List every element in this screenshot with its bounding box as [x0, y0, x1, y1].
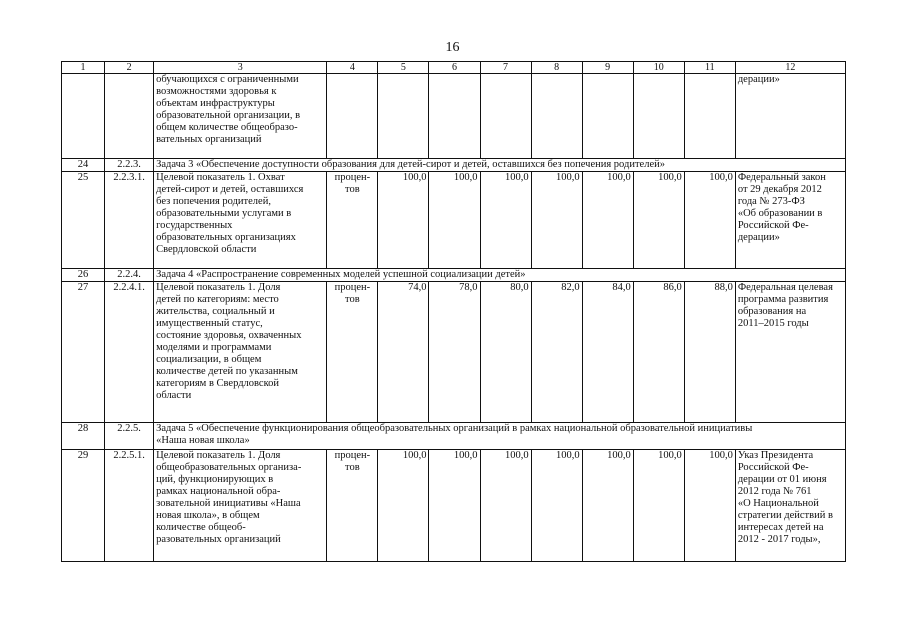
value-cell: 100,0 [429, 172, 480, 269]
value-cell [684, 74, 735, 159]
table-row [62, 282, 846, 423]
indicator-text: Целевой показатель 1. Доля общеобразовательных организа- ций, функционирующих в рамках национальной обра- зовательной инициативы «Наша новая школа», в общем количестве общеоб- разовательных организаций [154, 450, 327, 562]
unit-cell: процен- тов [327, 172, 378, 269]
row-code: 2.2.3.1. [105, 172, 154, 269]
row-code: 2.2.4. [105, 269, 154, 282]
row-code: 2.2.4.1. [105, 282, 154, 423]
value-cell [531, 74, 582, 159]
table-row [62, 450, 846, 562]
table-row [62, 74, 846, 159]
row-code: 2.2.5. [105, 423, 154, 450]
row-code: 2.2.5.1. [105, 450, 154, 562]
value-cell: 100,0 [531, 172, 582, 269]
value-cell [582, 74, 633, 159]
column-header: 11 [684, 62, 735, 74]
basis-cell: дерации» [735, 74, 845, 159]
task-row [62, 269, 846, 282]
value-cell: 80,0 [480, 282, 531, 423]
column-header: 12 [735, 62, 845, 74]
value-cell: 88,0 [684, 282, 735, 423]
column-header: 9 [582, 62, 633, 74]
column-number-header [62, 62, 846, 74]
task-text: Задача 3 «Обеспечение доступности образования для детей-сирот и детей, оставшихся без попечения родителей» [154, 159, 846, 172]
table-row [62, 172, 846, 269]
value-cell: 100,0 [429, 450, 480, 562]
column-header: 2 [105, 62, 154, 74]
value-cell: 100,0 [582, 172, 633, 269]
value-cell: 100,0 [684, 450, 735, 562]
value-cell [429, 74, 480, 159]
unit-cell: процен- тов [327, 282, 378, 423]
task-text: Задача 5 «Обеспечение функционирования общеобразовательных организаций в рамках национальной образовательной инициативы «Наша новая школа» [154, 423, 846, 450]
row-number: 28 [62, 423, 105, 450]
basis-cell: Указ Президента Российской Фе- дерации от 01 июня 2012 года № 761 «О Национальной стратегии действий в интересах детей на 2012 - 2017 годы», [735, 450, 845, 562]
value-cell: 100,0 [633, 172, 684, 269]
column-header: 10 [633, 62, 684, 74]
value-cell: 100,0 [480, 172, 531, 269]
value-cell [633, 74, 684, 159]
row-number: 26 [62, 269, 105, 282]
task-text: Задача 4 «Распространение современных моделей успешной социализации детей» [154, 269, 846, 282]
row-code [105, 74, 154, 159]
row-code: 2.2.3. [105, 159, 154, 172]
row-number: 24 [62, 159, 105, 172]
unit-cell [327, 74, 378, 159]
value-cell: 100,0 [378, 450, 429, 562]
column-header: 1 [62, 62, 105, 74]
value-cell: 100,0 [531, 450, 582, 562]
column-header: 6 [429, 62, 480, 74]
task-row [62, 423, 846, 450]
value-cell: 100,0 [378, 172, 429, 269]
indicator-text: Целевой показатель 1. Охват детей-сирот и детей, оставшихся без попечения родителей, образовательными услугами в государственных образовательных организациях Свердловской области [154, 172, 327, 269]
row-number: 27 [62, 282, 105, 423]
row-number: 25 [62, 172, 105, 269]
row-number [62, 74, 105, 159]
value-cell: 100,0 [582, 450, 633, 562]
basis-cell: Федеральный закон от 29 декабря 2012 года № 273-ФЗ «Об образовании в Российской Фе- дерации» [735, 172, 845, 269]
value-cell: 86,0 [633, 282, 684, 423]
value-cell: 100,0 [633, 450, 684, 562]
indicators-table [61, 61, 846, 562]
column-header: 4 [327, 62, 378, 74]
indicator-text: обучающихся с ограниченными возможностями здоровья к объектам инфраструктуры образовательной организации, в общем количестве общеобразо- вательных организаций [154, 74, 327, 159]
basis-cell: Федеральная целевая программа развития образования на 2011–2015 годы [735, 282, 845, 423]
page-number: 16 [445, 40, 460, 55]
value-cell: 100,0 [480, 450, 531, 562]
value-cell: 74,0 [378, 282, 429, 423]
value-cell: 84,0 [582, 282, 633, 423]
column-header: 8 [531, 62, 582, 74]
unit-cell: процен- тов [327, 450, 378, 562]
value-cell [480, 74, 531, 159]
indicator-text: Целевой показатель 1. Доля детей по категориям: место жительства, социальный и имущественный статус, состояние здоровья, охваченных моделями и программами социализации, в общем количестве детей по указанным категориям в Свердловской области [154, 282, 327, 423]
column-header: 3 [154, 62, 327, 74]
value-cell: 100,0 [684, 172, 735, 269]
column-header: 5 [378, 62, 429, 74]
value-cell: 78,0 [429, 282, 480, 423]
task-row [62, 159, 846, 172]
row-number: 29 [62, 450, 105, 562]
column-header: 7 [480, 62, 531, 74]
value-cell [378, 74, 429, 159]
value-cell: 82,0 [531, 282, 582, 423]
